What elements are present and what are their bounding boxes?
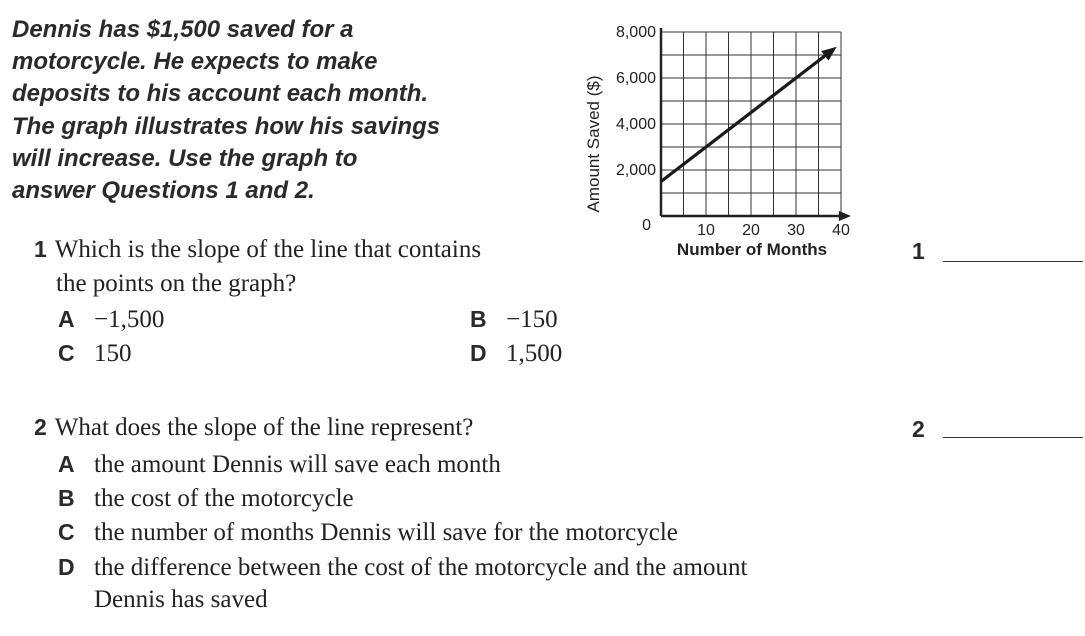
option-letter: B [58,485,75,511]
answer-1-number: 1 [912,238,925,264]
intro-line: The graph illustrates how his savings [12,112,441,140]
question-2-line: What does the slope of the line represent? [54,414,474,441]
q1-option-d[interactable] [470,340,562,368]
y-tick-label: 2,000 [615,162,656,179]
y-tick-label: 8,000 [615,24,656,41]
option-text: the amount Dennis will save each month [94,451,501,478]
q2-option-d-line-2: Dennis has saved [94,586,268,613]
q1-option-c[interactable] [58,340,132,368]
y-axis-label: Amount Saved ($) [584,75,603,213]
option-letter: A [58,306,75,332]
answer-2-number: 2 [912,416,925,442]
answer-2-blank[interactable] [943,437,1083,438]
x-axis-arrow [839,211,851,221]
option-text: the difference between the cost of the motorcycle and the amount [94,554,748,581]
intro-line: motorcycle. He expects to make [12,48,378,76]
question-1-line-1: Which is the slope of the line that contains [54,236,482,263]
option-letter: C [58,519,75,545]
origin-label: 0 [642,217,651,234]
option-letter: B [470,306,487,332]
option-text: −1,500 [94,306,165,333]
option-text: 150 [94,340,132,367]
y-tick-label: 6,000 [615,70,656,87]
x-tick-label: 10 [697,222,715,239]
q2-option-d[interactable] [58,554,747,582]
chart-series [661,47,837,182]
option-letter: A [58,451,75,477]
option-letter: D [58,554,75,580]
option-text: the cost of the motorcycle [94,485,354,512]
option-letter: D [470,340,487,366]
intro-line: will increase. Use the graph to [12,144,358,172]
intro-line: deposits to his account each month. [12,80,429,108]
x-tick-label: 30 [787,222,805,239]
chart-tick-labels [616,24,850,239]
option-text: −150 [506,306,558,333]
x-axis-label: Number of Months [676,240,828,259]
x-tick-label: 20 [742,222,760,239]
answer-1-blank[interactable] [943,261,1083,262]
savings-graph [575,18,865,263]
x-tick-label: 40 [832,222,850,239]
option-text: the number of months Dennis will save for the motorcycle [94,519,678,546]
option-text: 1,500 [506,340,563,367]
question-2-number: 2 [34,414,47,440]
q1-option-a[interactable] [58,306,164,334]
y-tick-label: 4,000 [615,116,656,133]
q1-option-b[interactable] [470,306,558,334]
question-1-line-2: the points on the graph? [56,270,297,297]
intro-line: Dennis has $1,500 saved for a [12,16,354,43]
savings-line [661,50,832,181]
q2-option-c[interactable] [58,519,678,547]
question-1-text [34,236,481,264]
intro-paragraph [12,14,552,207]
option-letter: C [58,340,75,366]
question-1-number: 1 [34,236,47,262]
intro-line: answer Questions 1 and 2. [12,177,315,205]
q2-option-b[interactable] [58,485,354,513]
question-2-text [34,414,473,442]
q2-option-a[interactable] [58,451,501,479]
